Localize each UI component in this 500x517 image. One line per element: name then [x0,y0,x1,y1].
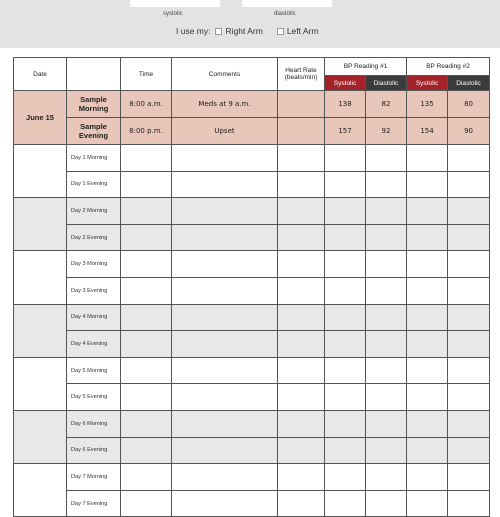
bp1-systolic-cell[interactable] [325,198,366,225]
day-period-label: Day 6 Morning [67,410,121,437]
bp1-systolic-cell[interactable] [325,437,366,464]
table-row [14,410,490,437]
bp2-systolic-cell[interactable] [407,410,448,437]
comment-cell[interactable] [172,304,278,331]
table-row [14,251,490,278]
diastolic-entry-box[interactable] [242,0,332,7]
bp2-systolic-cell[interactable] [407,384,448,411]
sample-bp2-diastolic: 80 [448,91,490,118]
bp-log-table [13,57,490,517]
bp1-systolic-cell[interactable] [325,251,366,278]
comment-cell[interactable] [172,251,278,278]
bp1-systolic-header: Systolic [325,76,366,91]
time-cell[interactable] [121,224,172,251]
comment-cell[interactable] [172,357,278,384]
bp2-diastolic-cell[interactable] [448,384,490,411]
bp2-diastolic-cell[interactable] [448,437,490,464]
sample-bp2-systolic: 154 [407,118,448,145]
bp1-systolic-cell[interactable] [325,277,366,304]
heart-rate-cell[interactable] [278,224,325,251]
bp2-diastolic-cell[interactable] [448,171,490,198]
sample-row-morning [14,91,490,118]
day-period-label: Day 6 Evening [67,437,121,464]
comment-cell[interactable] [172,410,278,437]
bp1-diastolic-cell[interactable] [366,145,407,172]
left-arm-checkbox[interactable] [277,28,284,35]
bp2-diastolic-cell[interactable] [448,198,490,225]
bp1-systolic-cell[interactable] [325,384,366,411]
comment-cell[interactable] [172,171,278,198]
table-row [14,464,490,491]
sample-comment: Meds at 9 a.m. [172,91,278,118]
time-cell[interactable] [121,384,172,411]
table-row [14,490,490,517]
heart-rate-cell[interactable] [278,304,325,331]
day-period-label: Day 5 Morning [67,357,121,384]
bp2-systolic-cell[interactable] [407,145,448,172]
bp1-diastolic-cell[interactable] [366,277,407,304]
time-cell[interactable] [121,437,172,464]
systolic-entry-box[interactable] [130,0,220,7]
comment-cell[interactable] [172,331,278,358]
bp2-systolic-cell[interactable] [407,277,448,304]
bp2-diastolic-cell[interactable] [448,490,490,517]
time-cell[interactable] [121,464,172,491]
bp1-diastolic-cell[interactable] [366,331,407,358]
date-cell[interactable] [14,251,67,304]
table-row [14,357,490,384]
time-cell[interactable] [121,198,172,225]
bp1-diastolic-cell[interactable] [366,464,407,491]
sample-bp1-systolic: 138 [325,91,366,118]
sample-period: Sample Morning [67,91,121,118]
bp1-diastolic-cell[interactable] [366,304,407,331]
left-arm-label: Left Arm [286,26,319,36]
day-period-label: Day 2 Evening [67,224,121,251]
sample-bp1-diastolic: 82 [366,91,407,118]
bp1-systolic-cell[interactable] [325,145,366,172]
sample-heart-rate [278,91,325,118]
day-period-label: Day 1 Evening [67,171,121,198]
bp1-systolic-cell[interactable] [325,304,366,331]
comment-cell[interactable] [172,384,278,411]
table-row [14,304,490,331]
bp2-systolic-cell[interactable] [407,251,448,278]
heart-rate-cell[interactable] [278,384,325,411]
bp1-diastolic-cell[interactable] [366,410,407,437]
bp2-systolic-cell[interactable] [407,331,448,358]
right-arm-checkbox[interactable] [215,28,222,35]
diastolic-caption: diastolic [274,11,296,17]
table-row [14,198,490,225]
heart-rate-cell[interactable] [278,198,325,225]
bp1-diastolic-cell[interactable] [366,198,407,225]
date-header: Date [14,58,67,91]
bp2-diastolic-cell[interactable] [448,357,490,384]
bp2-systolic-cell[interactable] [407,357,448,384]
arm-prompt: I use my: [176,26,211,36]
time-cell[interactable] [121,171,172,198]
bp1-systolic-cell[interactable] [325,224,366,251]
sample-bp2-systolic: 135 [407,91,448,118]
time-cell[interactable] [121,277,172,304]
heart-rate-cell[interactable] [278,331,325,358]
day-rows [14,145,490,517]
sample-bp1-systolic: 157 [325,118,366,145]
heart-rate-header [278,58,325,91]
bp2-systolic-cell[interactable] [407,304,448,331]
time-header: Time [121,58,172,91]
day-period-label: Day 7 Evening [67,490,121,517]
comment-cell[interactable] [172,145,278,172]
day-period-label: Day 4 Morning [67,304,121,331]
date-cell[interactable] [14,304,67,357]
bp1-diastolic-cell[interactable] [366,490,407,517]
date-cell[interactable] [14,198,67,251]
time-cell[interactable] [121,331,172,358]
period-header [67,58,121,91]
comments-header: Comments [172,58,278,91]
sample-heart-rate [278,118,325,145]
table-row [14,384,490,411]
right-arm-label: Right Arm [225,26,263,36]
time-cell[interactable] [121,304,172,331]
bp1-diastolic-cell[interactable] [366,171,407,198]
bp1-systolic-cell[interactable] [325,490,366,517]
bp2-diastolic-cell[interactable] [448,251,490,278]
heart-rate-header-line1: Heart Rate [285,67,317,74]
sample-date: June 15 [14,91,67,145]
day-period-label: Day 5 Evening [67,384,121,411]
heart-rate-cell[interactable] [278,410,325,437]
date-cell[interactable] [14,410,67,463]
bp2-diastolic-cell[interactable] [448,464,490,491]
table-row [14,145,490,172]
heart-rate-cell[interactable] [278,171,325,198]
sample-row-evening [14,118,490,145]
systolic-caption: systolic [163,11,183,17]
heart-rate-header-line2: (beats/min) [284,74,318,81]
bp1-systolic-cell[interactable] [325,410,366,437]
bp1-systolic-cell[interactable] [325,464,366,491]
day-period-label: Day 4 Evening [67,331,121,358]
sample-period: Sample Evening [67,118,121,145]
bp2-diastolic-cell[interactable] [448,304,490,331]
bp1-diastolic-cell[interactable] [366,251,407,278]
bp1-diastolic-cell[interactable] [366,384,407,411]
comment-cell[interactable] [172,464,278,491]
heart-rate-cell[interactable] [278,145,325,172]
heart-rate-cell[interactable] [278,490,325,517]
bp2-diastolic-cell[interactable] [448,277,490,304]
heart-rate-cell[interactable] [278,464,325,491]
heart-rate-cell[interactable] [278,277,325,304]
heart-rate-cell[interactable] [278,437,325,464]
sample-bp1-diastolic: 92 [366,118,407,145]
bp1-diastolic-header: Diastolic [366,76,407,91]
bp2-diastolic-header: Diastolic [448,76,490,91]
day-period-label: Day 1 Morning [67,145,121,172]
comment-cell[interactable] [172,277,278,304]
bp2-diastolic-cell[interactable] [448,331,490,358]
bp1-diastolic-cell[interactable] [366,224,407,251]
bp1-diastolic-cell[interactable] [366,357,407,384]
date-cell[interactable] [14,464,67,517]
bp-reading-1-header: BP Reading #1 [325,58,407,76]
bp2-systolic-cell[interactable] [407,224,448,251]
table-row [14,171,490,198]
sample-comment: Upset [172,118,278,145]
bp1-diastolic-cell[interactable] [366,437,407,464]
bp2-systolic-header: Systolic [407,76,448,91]
comment-cell[interactable] [172,198,278,225]
heart-rate-cell[interactable] [278,251,325,278]
time-cell[interactable] [121,357,172,384]
day-period-label: Day 3 Morning [67,251,121,278]
sample-time: 8:00 p.m. [121,118,172,145]
date-cell[interactable] [14,145,67,198]
table-row [14,331,490,358]
header-band [0,0,500,48]
bp1-systolic-cell[interactable] [325,171,366,198]
comment-cell[interactable] [172,490,278,517]
day-period-label: Day 3 Evening [67,277,121,304]
table-row [14,277,490,304]
comment-cell[interactable] [172,224,278,251]
date-cell[interactable] [14,357,67,410]
bp2-systolic-cell[interactable] [407,464,448,491]
bp2-systolic-cell[interactable] [407,490,448,517]
comment-cell[interactable] [172,437,278,464]
bp2-diastolic-cell[interactable] [448,224,490,251]
bp-reading-2-header: BP Reading #2 [407,58,490,76]
bp1-systolic-cell[interactable] [325,357,366,384]
time-cell[interactable] [121,251,172,278]
heart-rate-cell[interactable] [278,357,325,384]
bp2-systolic-cell[interactable] [407,171,448,198]
sample-bp2-diastolic: 90 [448,118,490,145]
table-row [14,437,490,464]
day-period-label: Day 2 Morning [67,198,121,225]
bp2-systolic-cell[interactable] [407,198,448,225]
arm-selection-row [176,26,318,36]
sample-time: 8:00 a.m. [121,91,172,118]
bp1-systolic-cell[interactable] [325,331,366,358]
bp2-systolic-cell[interactable] [407,437,448,464]
time-cell[interactable] [121,490,172,517]
bp2-diastolic-cell[interactable] [448,145,490,172]
time-cell[interactable] [121,410,172,437]
table-row [14,224,490,251]
time-cell[interactable] [121,145,172,172]
day-period-label: Day 7 Morning [67,464,121,491]
bp2-diastolic-cell[interactable] [448,410,490,437]
